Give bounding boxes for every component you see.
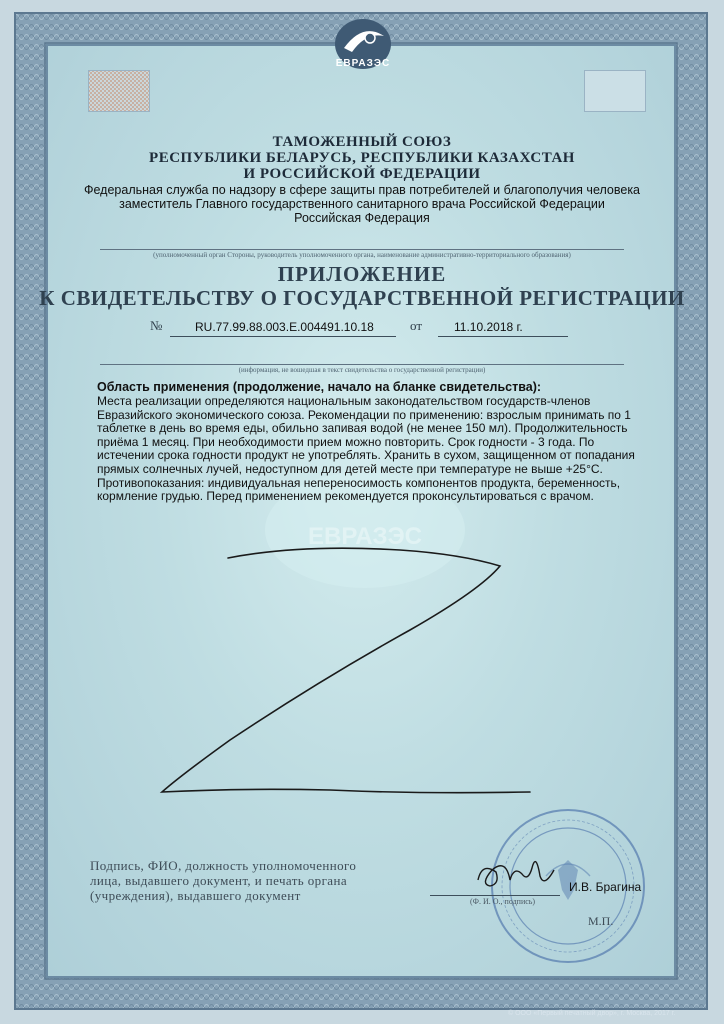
seal-place-label: М.П. [588, 914, 614, 928]
organization-line-1: Федеральная служба по надзору в сфере защиты прав потребителей и благополучия человека [83, 183, 641, 197]
signer-name: И.В. Брагина [569, 880, 642, 894]
printer-footer: © ООО «Первый печатный двор», г. Москва, 2017 г. [508, 1010, 676, 1017]
organization-line-3: Российская Федерация [294, 211, 430, 225]
number-hint: (информация, не вошедшая в текст свидетельства о государственной регистрации) [100, 364, 624, 374]
registration-date: 11.10.2018 г. [454, 320, 523, 334]
signature-label: Подпись, ФИО, должность уполномоченного лица, выдавшего документ, и печать органа (учреждения), выдавшего документ [90, 858, 357, 903]
emblem-label: ЕВРАЗЭС [335, 58, 391, 69]
appendix-subtitle: К СВИДЕТЕЛЬСТВУ О ГОСУДАРСТВЕННОЙ РЕГИСТРАЦИИ [39, 286, 685, 310]
registration-number: RU.77.99.88.003.E.004491.10.18 [195, 320, 374, 334]
scope-heading: Область применения (продолжение, начало на бланке свидетельства): [97, 380, 542, 394]
hologram-box [88, 70, 150, 112]
header-line-2: РЕСПУБЛИКИ БЕЛАРУСЬ, РЕСПУБЛИКИ КАЗАХСТАН [149, 150, 575, 166]
header-line-1: ТАМОЖЕННЫЙ СОЮЗ [272, 134, 452, 150]
organization-line-2: заместитель Главного государственного санитарного врача Российской Федерации [119, 197, 605, 211]
corner-box-right [584, 70, 646, 112]
number-underline [170, 336, 396, 337]
header-line-3: И РОССИЙСКОЙ ФЕДЕРАЦИИ [243, 166, 481, 182]
signature-underline [430, 895, 560, 896]
svg-text:ЕВРАЗЭС: ЕВРАЗЭС [307, 523, 423, 550]
fio-hint: (Ф. И. О., подпись) [470, 897, 536, 906]
signature-scribble [150, 540, 540, 800]
date-underline [438, 336, 568, 337]
scope-text: Места реализации определяются национальным законодательством государств-членов Евразийского экономического союза. Рекомендации по применению: взрослым принимать по 1 таблетке в день во время еды, обильно запивая водой (не менее 150 мл). Продолжительность приёма 1 месяц. При необходимости прием можно повторить. Срок годности - 3 года. По истечении срока годности продукт не употреблять. Хранить в сухом, защищенном от попадания прямых солнечных лучей, недоступном для детей месте при температуре не выше +25°С. Противопоказания: индивидуальная непереносимость компонентов продукта, беременность, кормление грудью. Перед применением рекомендуется проконсультироваться с врачом. [97, 394, 635, 504]
handwritten-signature [470, 840, 560, 900]
organization-hint: (уполномоченный орган Стороны, руководитель уполномоченного органа, наименование административно-территориального образования) [100, 249, 624, 259]
appendix-title: ПРИЛОЖЕНИЕ [277, 262, 447, 286]
date-label: от [410, 318, 423, 333]
number-label: № [150, 318, 163, 333]
